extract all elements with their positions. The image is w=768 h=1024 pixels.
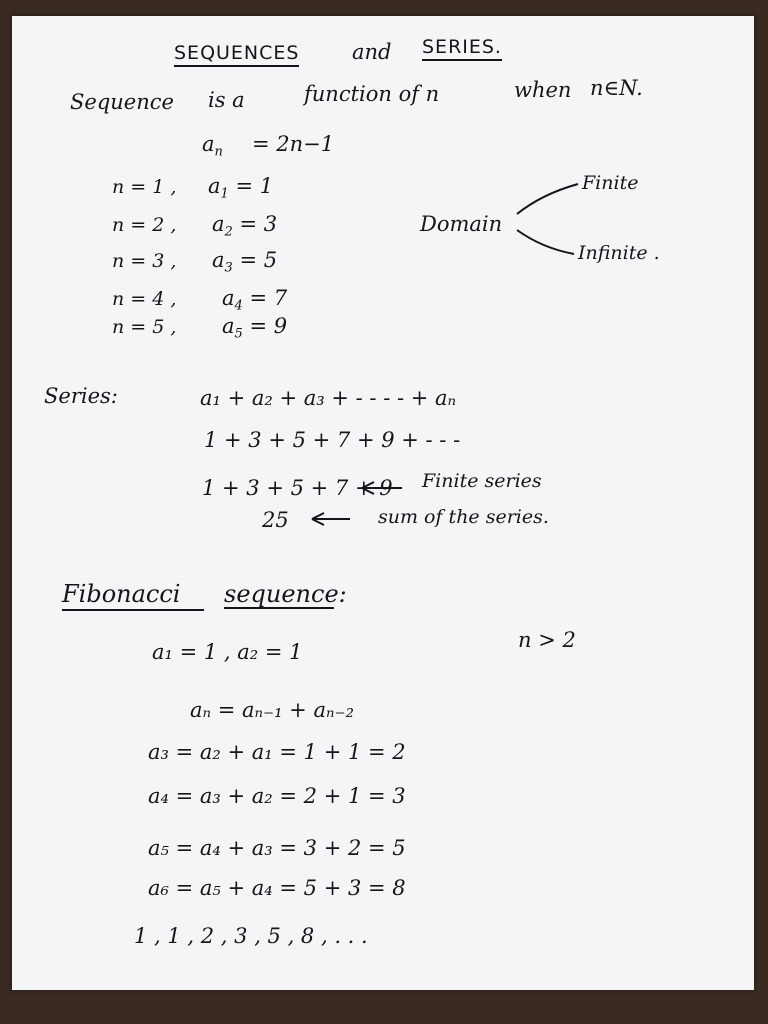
term-a: $a_4 = 7$ xyxy=(222,286,288,314)
fibonacci-initial: a₁ = 1 , a₂ = 1 xyxy=(152,640,303,664)
title-and: and xyxy=(352,40,392,64)
series-expanded: 1 + 3 + 5 + 7 + 9 + - - - xyxy=(204,428,461,452)
notebook-page xyxy=(12,16,754,990)
fibonacci-recurrence: aₙ = aₙ₋₁ + aₙ₋₂ xyxy=(190,698,354,722)
term-a: $a_1 = 1$ xyxy=(208,174,274,202)
term-a: $a_5 = 9$ xyxy=(222,314,288,342)
term-a: $a_2 = 3$ xyxy=(212,212,278,240)
domain-infinite: Infinite . xyxy=(578,242,660,264)
term-n: n = 3 , xyxy=(112,250,177,272)
title-series: SERIES. xyxy=(422,38,502,61)
term-n: n = 1 , xyxy=(112,176,177,198)
term-n: n = 2 , xyxy=(112,214,177,236)
fibonacci-step: a₆ = a₅ + a₄ = 5 + 3 = 8 xyxy=(148,876,406,900)
fibonacci-list: 1 , 1 , 2 , 3 , 5 , 8 , . . . xyxy=(134,924,368,948)
arrow-sum xyxy=(312,513,350,525)
fibonacci-step: a₅ = a₄ + a₃ = 3 + 2 = 5 xyxy=(148,836,406,860)
series-sum-value: 25 xyxy=(262,508,289,532)
series-general: a₁ + a₂ + a₃ + - - - - + aₙ xyxy=(200,386,457,410)
def-n-in-N: n∈N. xyxy=(590,76,643,100)
domain-finite: Finite xyxy=(582,172,639,194)
title-sequences: SEQUENCES xyxy=(174,44,299,67)
fibonacci-heading: Fibonacci xyxy=(62,580,181,608)
domain-branch-infinite xyxy=(517,230,574,254)
fibonacci-condition: n > 2 xyxy=(518,628,576,652)
fibonacci-heading-sequence: sequence: xyxy=(224,580,347,608)
formula-lhs: $a_n$ xyxy=(202,132,223,160)
fibonacci-step: a₃ = a₂ + a₁ = 1 + 1 = 2 xyxy=(148,740,406,764)
term-n: n = 5 , xyxy=(112,316,177,338)
def-sequence-word: Sequence xyxy=(70,90,174,114)
domain-branch-finite xyxy=(517,184,578,214)
term-n: n = 4 , xyxy=(112,288,177,310)
term-a: $a_3 = 5$ xyxy=(212,248,278,276)
formula-rhs: = 2n−1 xyxy=(252,132,335,156)
series-finite-label: Finite series xyxy=(422,470,542,492)
def-when: when xyxy=(514,78,572,102)
series-finite-expr: 1 + 3 + 5 + 7 + 9 xyxy=(202,476,393,500)
domain-label: Domain xyxy=(420,212,503,236)
series-sum-label: sum of the series. xyxy=(378,506,549,528)
def-function-of-n: function of n xyxy=(304,82,440,106)
series-label: Series: xyxy=(44,384,118,408)
fibonacci-step: a₄ = a₃ + a₂ = 2 + 1 = 3 xyxy=(148,784,406,808)
def-is-a: is a xyxy=(208,88,245,112)
